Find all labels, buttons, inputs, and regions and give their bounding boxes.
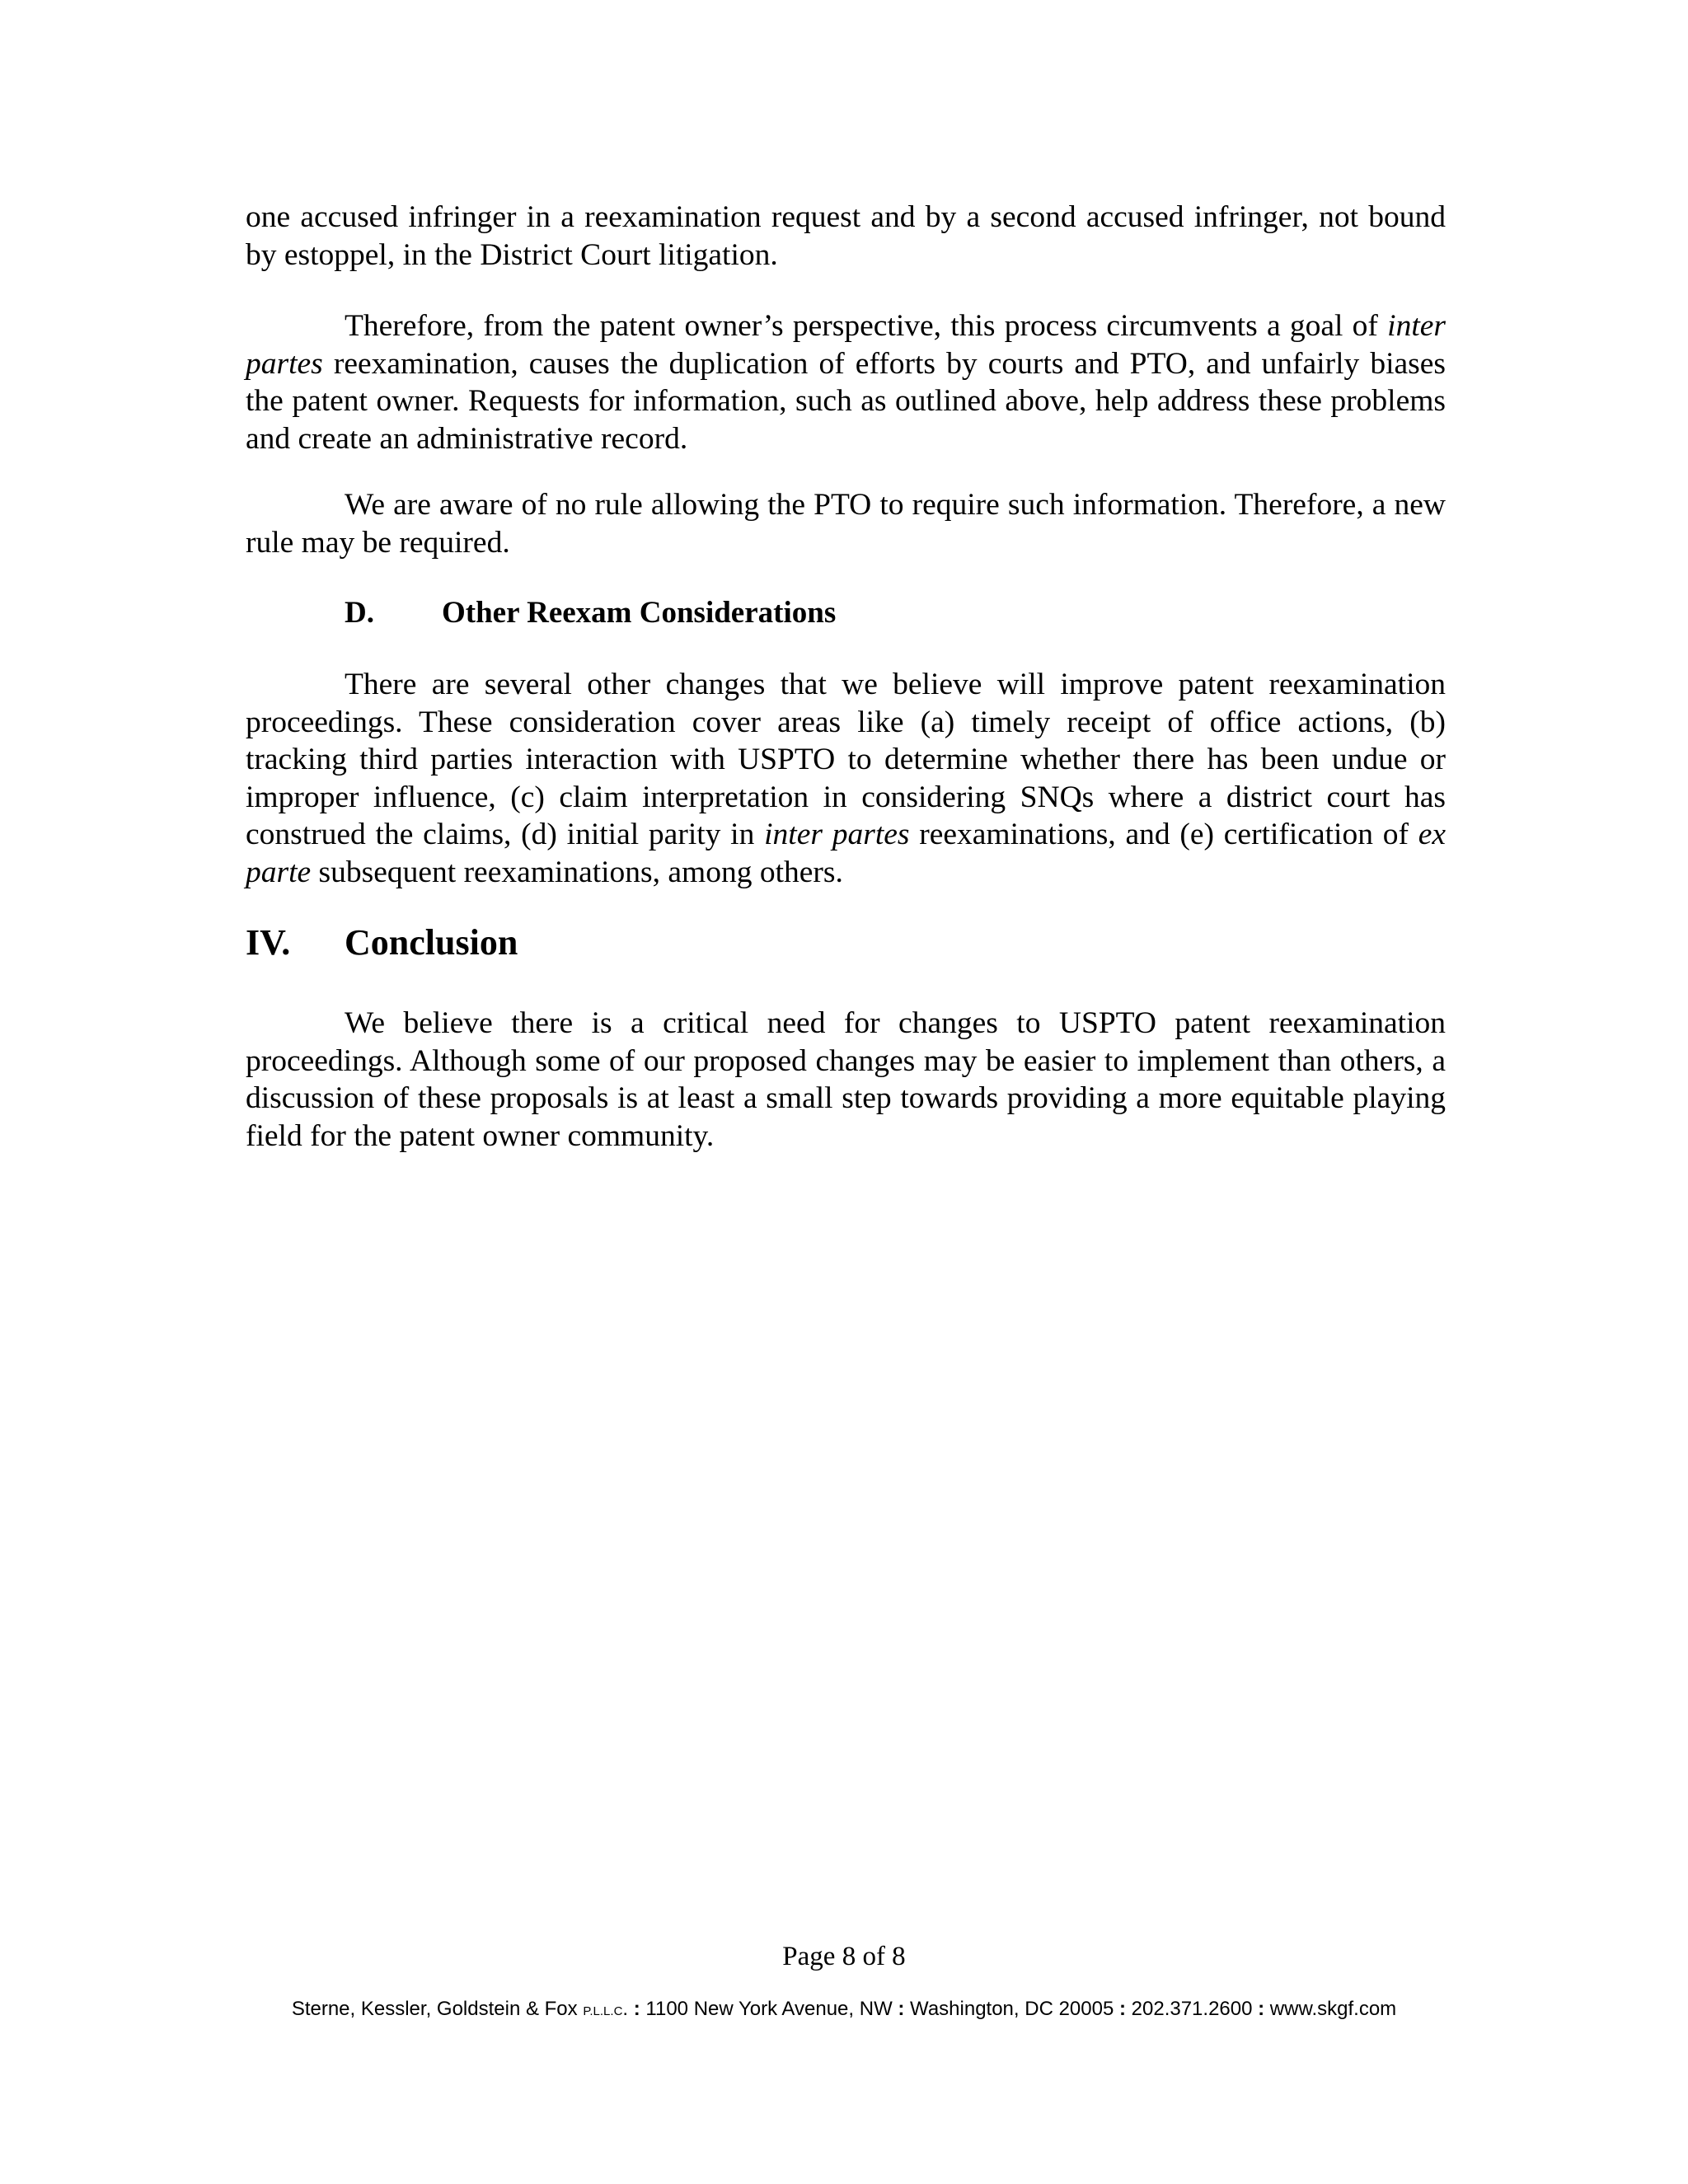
section-number: IV.	[246, 922, 291, 963]
firm-period: .	[622, 1998, 634, 2020]
paragraph-text: reexaminations, and (e) certification of	[909, 818, 1418, 851]
paragraph-patent-owner-perspective	[246, 307, 1446, 457]
firm-name: Sterne, Kessler, Goldstein & Fox	[291, 1998, 584, 2020]
paragraph-text: subsequent reexaminations, among others.	[311, 855, 843, 889]
firm-footer	[0, 1998, 1688, 2021]
italic-term: inter partes	[246, 309, 1446, 381]
firm-suffix: P.L.L.C	[583, 2004, 623, 2018]
firm-address: 1100 New York Avenue, NW	[640, 1998, 898, 2020]
firm-website: www.skgf.com	[1264, 1998, 1397, 2020]
italic-term: ex parte	[246, 818, 1447, 889]
firm-phone: 202.371.2600	[1125, 1998, 1259, 2020]
paragraph-other-changes	[246, 666, 1446, 891]
firm-city: Washington, DC 20005	[904, 1998, 1119, 2020]
subsection-heading-d	[345, 595, 836, 630]
subsection-number: D.	[345, 596, 374, 630]
page-number: Page 8 of 8	[782, 1942, 906, 1971]
footer-separator: :	[1258, 1998, 1265, 2020]
subsection-title: Other Reexam Considerations	[442, 596, 837, 630]
paragraph-text: reexamination, causes the duplication of efforts by courts and PTO, and unfairly biases the patent owner. Requests for information, such as outlined above, help address these problems and create an administrative record.	[246, 346, 1446, 456]
paragraph-conclusion: We believe there is a critical need for changes to USPTO patent reexamination proceedings. Although some of our proposed changes may be easier to implement than others, a discussion of these proposals is at least a small step towards providing a more equitable playing field for the patent owner community.	[246, 1006, 1446, 1153]
footer-separator: :	[1118, 1998, 1126, 2020]
italic-term: inter partes	[764, 818, 910, 851]
footer-separator: :	[898, 1998, 905, 2020]
section-title: Conclusion	[345, 922, 518, 963]
footer-separator: :	[633, 1998, 640, 2020]
paragraph-continuation: one accused infringer in a reexamination request and by a second accused infringer, not bound by estoppel, in the District Court litigation.	[246, 200, 1446, 272]
paragraph-text: Therefore, from the patent owner’s perspective, this process circumvents a goal of	[345, 309, 1388, 343]
paragraph-new-rule: We are aware of no rule allowing the PTO to require such information. Therefore, a new rule may be required.	[246, 488, 1446, 560]
paragraph-text: There are several other changes that we believe will improve patent reexamination proceedings. These consideration cover areas like (a) timely receipt of office actions, (b) tracking third parties interaction with USPTO to determine whether there has been undue or improper influence, (c) claim interpretation in considering SNQs where a district court has construed the claims, (d) initial parity in	[246, 668, 1446, 851]
section-heading-conclusion	[246, 921, 518, 963]
